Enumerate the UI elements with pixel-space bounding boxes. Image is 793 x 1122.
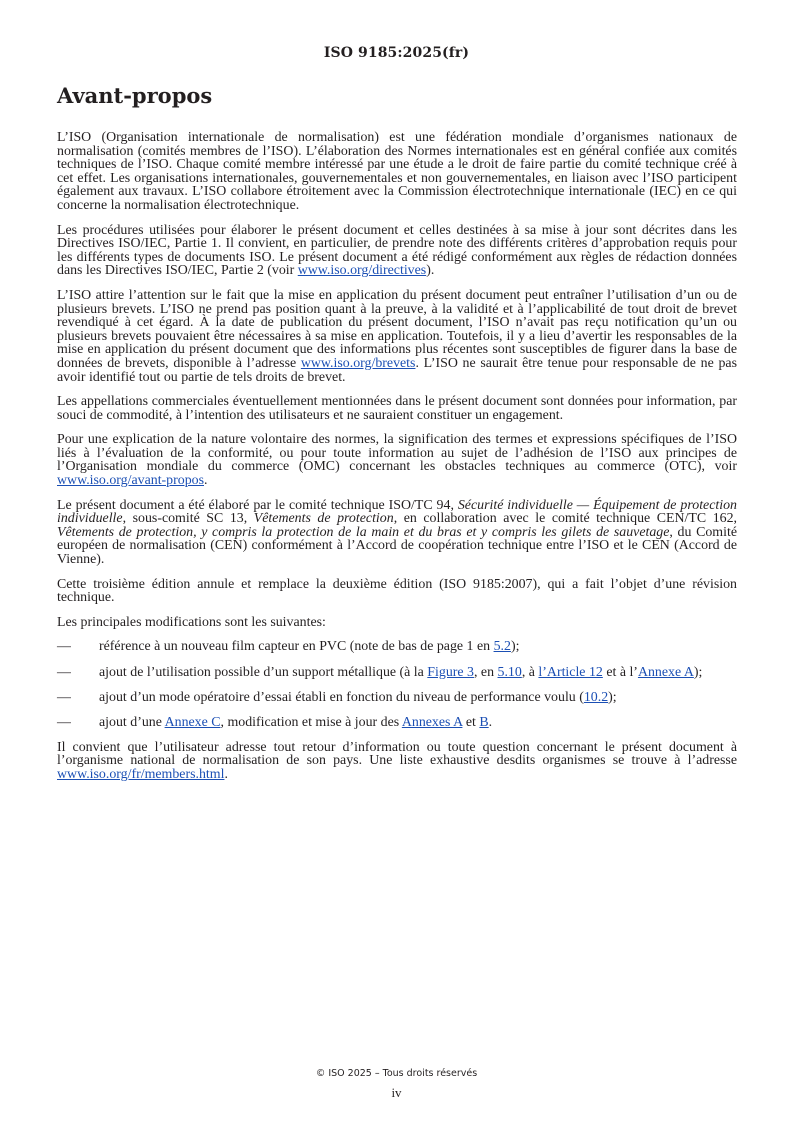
link-annexe-b[interactable]: B: [479, 714, 489, 730]
link-annexes-a[interactable]: Annexes A: [401, 714, 463, 730]
link-brevets[interactable]: www.iso.org/brevets: [300, 355, 416, 371]
link-clause-5-10[interactable]: 5.10: [497, 664, 522, 680]
dash-bullet: —: [57, 689, 71, 705]
page-number: iv: [391, 1085, 402, 1100]
paragraph-changes-intro: Les principales modifications sont les suivantes:: [57, 614, 326, 630]
link-clause-10-2[interactable]: 10.2: [583, 689, 609, 705]
link-directives[interactable]: www.iso.org/directives: [297, 263, 427, 279]
paragraph-patents: L’ISO attire l’attention sur le fait que la mise en application du présent document peut entraîner l’utilisation d’un ou de plusieurs brevets. L’ISO ne prend pas position quant à la preuve, à la validité et à l’applicabilité de tout droit de brevet revendiqué à cet égard. À la date de publication du présent document, l’ISO n’avait pas reçu notification qu’un ou plusieurs brevets pouvaient être nécessaires à sa mise en application. Toutefois, il y a lieu d’avertir les responsables de la mise en application du présent document que des informations plus récentes sont susceptibles de figurer dans la base de données de brevets, disponible à l’adresse www.iso.org/brevets. L’ISO ne saurait être tenue pour responsable de ne pas avoir identifié tout ou partie de tels droits de brevet.: [57, 287, 737, 385]
link-annexe-c[interactable]: Annexe C: [164, 714, 221, 730]
paragraph-feedback: Il convient que l’utilisateur adresse tout retour d’information ou toute question concernant le présent document à l’organisme national de normalisation de son pays. Une liste exhaustive desdits organismes se trouve à l’adresse www.iso.org/fr/members.html.: [57, 739, 737, 782]
paragraph-trade-names: Les appellations commerciales éventuellement mentionnées dans le présent document sont données pour information, par souci de commodité, à l’intention des utilisateurs et ne sauraient constituer un engagement.: [57, 394, 737, 423]
foreword-body: [57, 131, 737, 793]
changes-list: [57, 640, 737, 729]
list-item: — ajout d’un mode opératoire d’essai établi en fonction du niveau de performance voulu (10.2);: [57, 689, 617, 705]
link-annexe-a[interactable]: Annexe A: [637, 664, 694, 680]
dash-bullet: —: [57, 639, 71, 655]
page-title: Avant-propos: [57, 83, 213, 108]
copyright-footer: © ISO 2025 – Tous droits réservés: [315, 1068, 478, 1079]
list-item: — ajout de l’utilisation possible d’un support métallique (à la Figure 3, en 5.10, à l’Article 12 et à l’Annexe A);: [57, 664, 703, 680]
paragraph-committee: Le présent document a été élaboré par le comité technique ISO/TC 94, Sécurité individuelle — Équipement de protection individuelle, sous-comité SC 13, Vêtements de protection, en collaboration avec le comité technique CEN/TC 162, Vêtements de protection, y compris la protection de la main et du bras et y compris les gilets de sauvetage, du Comité européen de normalisation (CEN) conformément à l’Accord de coopération technique entre l’ISO et le CEN (Accord de Vienne).: [57, 497, 738, 568]
dash-bullet: —: [57, 664, 71, 680]
link-avant-propos[interactable]: www.iso.org/avant-propos: [57, 473, 204, 489]
link-figure-3[interactable]: Figure 3: [427, 664, 474, 680]
dash-bullet: —: [57, 714, 71, 730]
list-item: — ajout d’une Annexe C, modification et mise à jour des Annexes A et B.: [57, 714, 493, 730]
link-clause-5-2[interactable]: 5.2: [493, 639, 511, 655]
link-members[interactable]: www.iso.org/fr/members.html: [57, 766, 225, 782]
link-article-12[interactable]: l’Article 12: [538, 664, 603, 680]
paragraph-iso-intro: L’ISO (Organisation internationale de normalisation) est une fédération mondiale d’organismes nationaux de normalisation (comités membres de l’ISO). L’élaboration des Normes internationales est en général confiée aux comités techniques de l’ISO. Chaque comité membre intéressé par une étude a le droit de faire partie du comité technique créé à cet effet. Les organisations internationales, gouvernementales et non gouvernementales, en liaison avec l’ISO participent également aux travaux. L’ISO collabore étroitement avec la Commission électrotechnique internationale (IEC) en ce qui concerne la normalisation électrotechnique.: [57, 130, 737, 213]
list-item: — référence à un nouveau film capteur en PVC (note de bas de page 1 en 5.2);: [57, 639, 520, 655]
document-identifier: ISO 9185:2025(fr): [323, 45, 470, 61]
paragraph-procedures: Les procédures utilisées pour élaborer le présent document et celles destinées à sa mise à jour sont décrites dans les Directives ISO/IEC, Partie 1. Il convient, en particulier, de prendre note des différents critères d’approbation requis pour les différents types de documents ISO. Le présent document a été rédigé conformément aux règles de rédaction données dans les Directives ISO/IEC, Partie 2 (voir www.iso.org/directives).: [57, 222, 737, 279]
paragraph-edition: Cette troisième édition annule et remplace la deuxième édition (ISO 9185:2007), qui a fait l’objet d’une révision technique.: [57, 576, 737, 606]
paragraph-voluntary-nature: Pour une explication de la nature volontaire des normes, la signification des termes et expressions spécifiques de l’ISO liés à l’évaluation de la conformité, ou pour toute information au sujet de l’adhésion de l’ISO aux principes de l’Organisation mondiale du commerce (OMC) concernant les obstacles techniques au commerce (OTC), voir www.iso.org/avant-propos.: [57, 432, 737, 489]
